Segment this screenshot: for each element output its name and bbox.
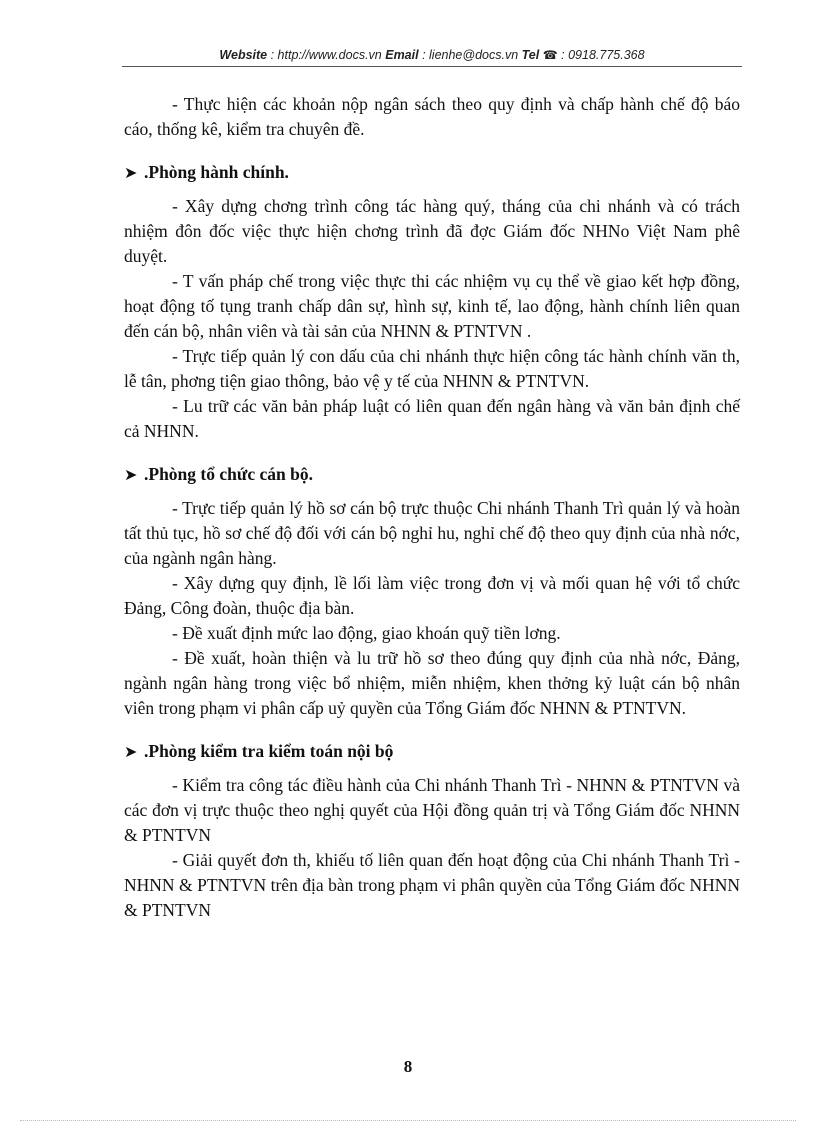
paragraph: - Đề xuất, hoàn thiện và lu trữ hồ sơ theo đúng quy định của nhà nớc, Đảng, ngành ngân hàng trong việc bổ nhiệm, miễn nhiệm, khen thởng kỷ luật cán bộ nhân viên trong phạm vi phân cấp uỷ quyền của Tổng Giám đốc NHNN & PTNTVN.: [124, 648, 740, 718]
section-heading: [124, 462, 740, 488]
paragraph: - Giải quyết đơn th, khiếu tố liên quan đến hoạt động của Chi nhánh Thanh Trì - NHNN & PTNTVN trên địa bàn trong phạm vi phân quyền của Tổng Giám đốc NHNN & PTNTVN: [124, 850, 740, 920]
paragraph: - Thực hiện các khoản nộp ngân sách theo quy định và chấp hành chế độ báo cáo, thống kê, kiểm tra chuyên đề.: [124, 94, 740, 139]
paragraph: - Trực tiếp quản lý hồ sơ cán bộ trực thuộc Chi nhánh Thanh Trì quản lý và hoàn tất thủ tục, hồ sơ chế độ đối với cán bộ nghỉ hu, nghỉ chế độ theo quy định của nhà nớc, của ngành ngân hàng.: [124, 498, 740, 568]
paragraph: - Trực tiếp quản lý con dấu của chi nhánh thực hiện công tác hành chính văn th, lễ tân, phơng tiện giao thông, bảo vệ y tế của NHNN & PTNTVN.: [124, 346, 740, 391]
section-heading: [124, 739, 740, 765]
arrow-bullet-icon: ➤: [124, 165, 138, 182]
paragraph: - Lu trữ các văn bản pháp luật có liên quan đến ngân hàng và văn bản định chế cả NHNN.: [124, 396, 740, 441]
section-kiem-tra-kiem-toan: [124, 739, 740, 923]
website-label: Website: [219, 48, 268, 62]
section-heading: [124, 160, 740, 186]
tel-value: : 0918.775.368: [557, 48, 645, 62]
section-to-chuc-can-bo: [124, 462, 740, 721]
paragraph: - T vấn pháp chế trong việc thực thi các nhiệm vụ cụ thể về giao kết hợp đồng, hoạt động tố tụng tranh chấp dân sự, hình sự, kinh tế, lao động, hành chính liên quan đến cán bộ, nhân viên và tài sản của NHNN & PTNTVN .: [124, 271, 740, 341]
document-body: [124, 92, 740, 923]
paragraph: - Đề xuất định mức lao động, giao khoán quỹ tiền lơng.: [172, 623, 561, 643]
section-title: .Phòng hành chính.: [144, 162, 289, 182]
arrow-bullet-icon: ➤: [124, 744, 138, 761]
section-title: .Phòng kiểm tra kiểm toán nội bộ: [144, 741, 394, 761]
page-header: [124, 48, 740, 62]
paragraph: - Xây dựng chơng trình công tác hàng quý, tháng của chi nhánh và có trách nhiệm đôn đốc việc thực hiện chơng trình đã đợc Giám đốc NHNo Việt Nam phê duyệt.: [124, 196, 740, 266]
section-hanh-chinh: [124, 160, 740, 444]
arrow-bullet-icon: ➤: [124, 467, 138, 484]
section-title: .Phòng tổ chức cán bộ.: [144, 464, 313, 484]
tel-label: Tel: [521, 48, 540, 62]
email-value: : lienhe@docs.vn: [418, 48, 522, 62]
paragraph: - Xây dựng quy định, lề lối làm việc trong đơn vị và mối quan hệ với tổ chức Đảng, Công đoàn, thuộc địa bàn.: [124, 573, 740, 618]
header-rule: [122, 66, 742, 67]
footer-divider: [20, 1120, 796, 1121]
email-label: Email: [385, 48, 419, 62]
website-value: : http://www.docs.vn: [267, 48, 386, 62]
page-number: 8: [403, 1057, 413, 1076]
phone-icon: ☎: [542, 48, 558, 62]
paragraph: - Kiểm tra công tác điều hành của Chi nhánh Thanh Trì - NHNN & PTNTVN và các đơn vị trực thuộc theo nghị quyết của Hội đồng quản trị và Tổng Giám đốc NHNN & PTNTVN: [124, 775, 740, 845]
